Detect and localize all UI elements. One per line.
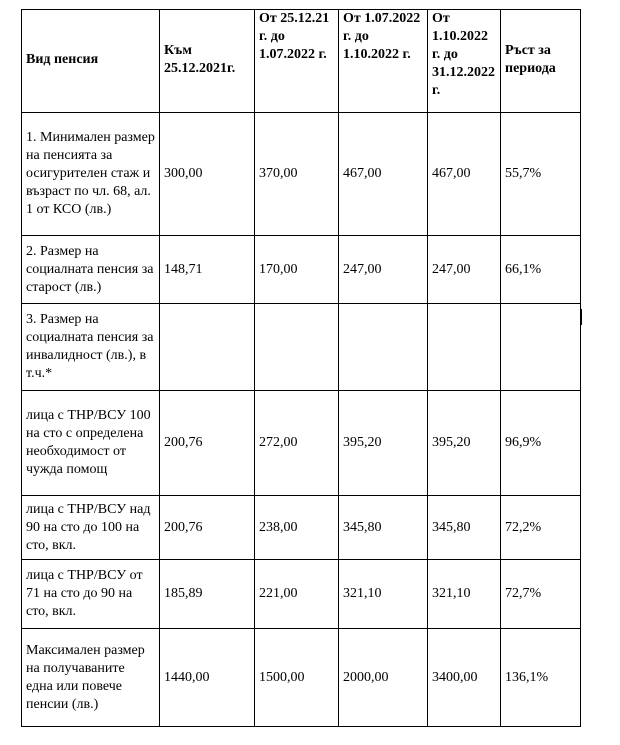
value-cell: 247,00 [339,236,428,304]
value-cell: 148,71 [160,236,255,304]
value-cell: 170,00 [255,236,339,304]
value-cell: 321,10 [428,560,501,629]
value-cell: 3400,00 [428,629,501,727]
value-cell: 345,80 [428,496,501,560]
value-cell: 467,00 [339,113,428,236]
value-cell: 321,10 [339,560,428,629]
value-cell: 185,89 [160,560,255,629]
value-cell: 370,00 [255,113,339,236]
value-cell [339,304,428,391]
header-pension-type: Вид пенсия [22,10,160,113]
value-cell: 467,00 [428,113,501,236]
value-cell: 2000,00 [339,629,428,727]
row-label: лица с ТНР/ВСУ 100 на сто с определена необходимост от чужда помощ [22,391,160,496]
row-label: лица с ТНР/ВСУ от 71 на сто до 90 на сто, вкл. [22,560,160,629]
growth-cell: 96,9% [501,391,581,496]
value-cell: 300,00 [160,113,255,236]
growth-cell: 72,7% [501,560,581,629]
value-cell: 238,00 [255,496,339,560]
text-cursor [580,309,582,325]
value-cell: 221,00 [255,560,339,629]
value-cell: 1500,00 [255,629,339,727]
pension-table [21,9,581,727]
value-cell [160,304,255,391]
value-cell [428,304,501,391]
value-cell: 395,20 [339,391,428,496]
table-row [22,496,581,560]
table-row [22,560,581,629]
growth-cell: 72,2% [501,496,581,560]
row-label: лица с ТНР/ВСУ над 90 на сто до 100 на сто, вкл. [22,496,160,560]
value-cell [255,304,339,391]
row-label: 3. Размер на социалната пенсия за инвалидност (лв.), в т.ч.* [22,304,160,391]
value-cell: 1440,00 [160,629,255,727]
row-label: Максимален размер на получаваните една или повече пенсии (лв.) [22,629,160,727]
header-from-25-12-21: От 25.12.21 г. до 1.07.2022 г. [255,10,339,113]
row-label: 2. Размер на социалната пенсия за старост (лв.) [22,236,160,304]
value-cell: 395,20 [428,391,501,496]
table-row [22,304,581,391]
growth-cell: 55,7% [501,113,581,236]
growth-cell [501,304,581,391]
growth-cell: 66,1% [501,236,581,304]
table-row [22,236,581,304]
value-cell: 200,76 [160,391,255,496]
row-label: 1. Минимален размер на пенсията за осигурителен стаж и възраст по чл. 68, ал. 1 от КСО (лв.) [22,113,160,236]
table-row [22,629,581,727]
value-cell: 200,76 [160,496,255,560]
header-growth: Ръст за периода [501,10,581,113]
growth-cell: 136,1% [501,629,581,727]
table-row [22,391,581,496]
value-cell: 247,00 [428,236,501,304]
header-from-1-07-2022: От 1.07.2022 г. до 1.10.2022 г. [339,10,428,113]
header-to-25-12-2021: Към 25.12.2021г. [160,10,255,113]
header-row [22,10,581,113]
value-cell: 345,80 [339,496,428,560]
value-cell: 272,00 [255,391,339,496]
table-row [22,113,581,236]
header-from-1-10-2022: От 1.10.2022 г. до 31.12.2022 г. [428,10,501,113]
